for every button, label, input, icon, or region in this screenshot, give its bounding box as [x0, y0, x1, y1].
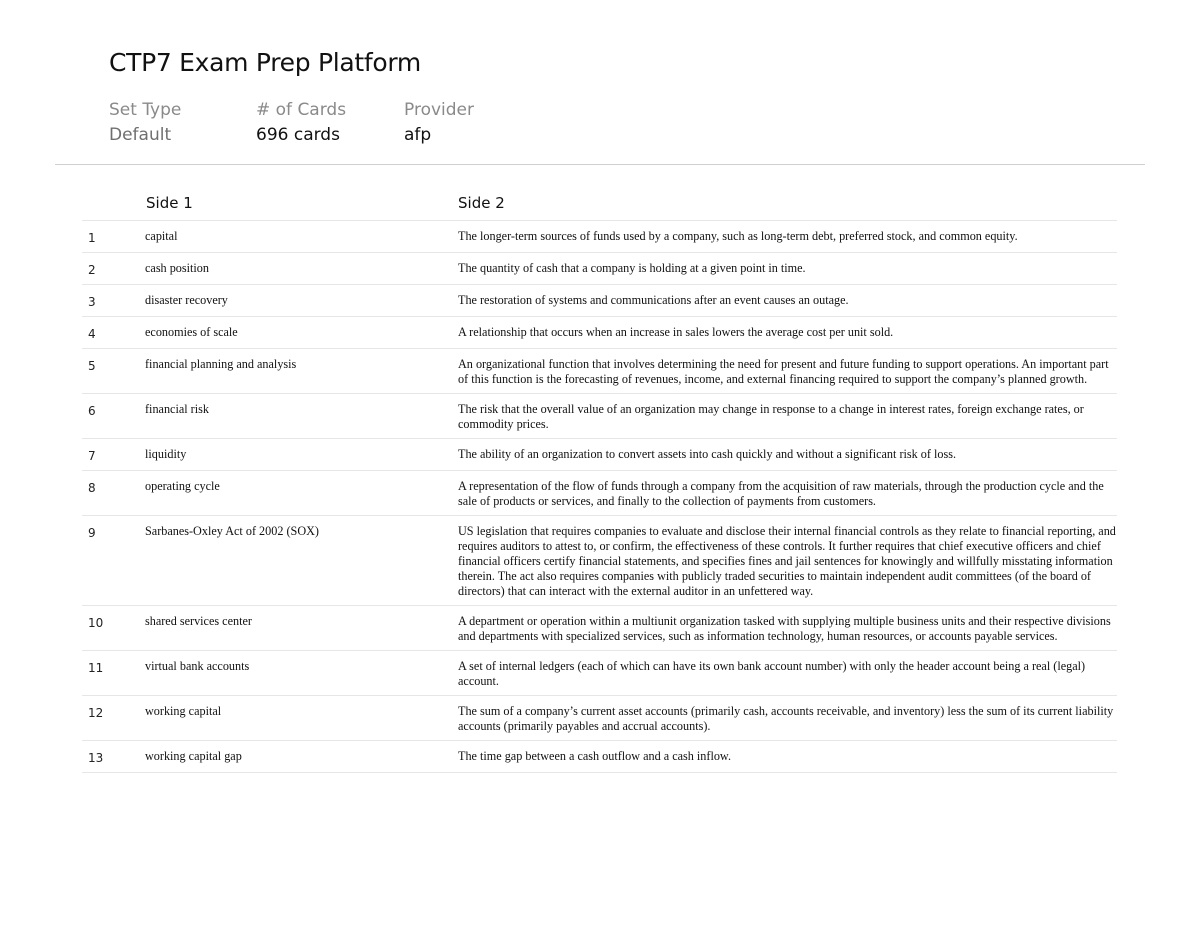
card-term: shared services center	[145, 606, 458, 651]
page-title	[109, 48, 421, 77]
table-row	[82, 221, 1117, 253]
table-row	[82, 439, 1117, 471]
row-number: 6	[82, 394, 145, 439]
card-definition: US legislation that requires companies to evaluate and disclose their internal financial controls as they relate to financial reporting, and requires auditors to attest to, or confirm, the effectiveness of these controls. It further requires that chief executive officers and chief financial officers certify financial statements, and specifies fines and jail sentences for knowingly and willfully misstating information therein. The act also requires companies with publicly traded securities to maintain independent audit committees (of the board of directors) that can interact with the external auditor in an unfettered way.	[458, 516, 1117, 606]
meta-label: Set Type	[109, 100, 182, 120]
col-header-side-1: Side 1	[146, 194, 193, 212]
table-row	[82, 696, 1117, 741]
card-term: financial planning and analysis	[145, 349, 458, 394]
table-row	[82, 606, 1117, 651]
card-definition: The restoration of systems and communications after an event causes an outage.	[458, 285, 1117, 317]
row-number: 1	[82, 221, 145, 253]
card-definition: An organizational function that involves determining the need for present and future funding to support operations. An important part of this function is the forecasting of revenues, income, and external financing required to support the company’s planned growth.	[458, 349, 1117, 394]
card-term: operating cycle	[145, 471, 458, 516]
card-term: capital	[145, 221, 458, 253]
meta-set-type	[109, 98, 181, 148]
title-prefix: CTP7	[109, 48, 172, 77]
title-rest: Exam Prep Platform	[179, 48, 421, 77]
row-number: 5	[82, 349, 145, 394]
row-number: 8	[82, 471, 145, 516]
card-definition: A set of internal ledgers (each of which can have its own bank account number) with only the header account being a real (legal) account.	[458, 651, 1117, 696]
table-row	[82, 349, 1117, 394]
card-definition: The risk that the overall value of an organization may change in response to a change in interest rates, foreign exchange rates, or commodity prices.	[458, 394, 1117, 439]
card-term: working capital gap	[145, 741, 458, 773]
meta-label: # of Cards	[256, 100, 347, 120]
card-definition: The time gap between a cash outflow and a cash inflow.	[458, 741, 1117, 773]
table-row	[82, 471, 1117, 516]
row-number: 11	[82, 651, 145, 696]
row-number: 4	[82, 317, 145, 349]
row-number: 7	[82, 439, 145, 471]
table-row	[82, 285, 1117, 317]
card-term: virtual bank accounts	[145, 651, 458, 696]
card-term: financial risk	[145, 394, 458, 439]
row-number: 3	[82, 285, 145, 317]
meta-card-count	[256, 98, 346, 148]
header-divider	[55, 164, 1145, 165]
card-term: Sarbanes-Oxley Act of 2002 (SOX)	[145, 516, 458, 606]
card-term: disaster recovery	[145, 285, 458, 317]
meta-provider	[404, 98, 474, 148]
card-definition: The sum of a company’s current asset accounts (primarily cash, accounts receivable, and inventory) less the sum of its current liability accounts (primarily payables and accrual accounts).	[458, 696, 1117, 741]
col-header-side-2: Side 2	[458, 194, 505, 212]
meta-label: Provider	[404, 100, 474, 120]
card-definition: A relationship that occurs when an increase in sales lowers the average cost per unit sold.	[458, 317, 1117, 349]
table-row	[82, 651, 1117, 696]
card-term: economies of scale	[145, 317, 458, 349]
card-term: liquidity	[145, 439, 458, 471]
card-definition: A department or operation within a multiunit organization tasked with supplying multiple business units and their respective divisions and departments with specialized services, such as information technology, human resources, or accounts payable services.	[458, 606, 1117, 651]
table-row	[82, 516, 1117, 606]
col-header-number	[82, 187, 145, 221]
table-row	[82, 741, 1117, 773]
row-number: 9	[82, 516, 145, 606]
table-row	[82, 394, 1117, 439]
meta-value: afp	[404, 125, 432, 145]
card-term: cash position	[145, 253, 458, 285]
flashcard-table	[82, 187, 1117, 773]
card-term: working capital	[145, 696, 458, 741]
meta-value: 696 cards	[256, 125, 340, 145]
card-definition: The ability of an organization to convert assets into cash quickly and without a significant risk of loss.	[458, 439, 1117, 471]
meta-value: Default	[109, 125, 172, 145]
table-row	[82, 253, 1117, 285]
card-definition: A representation of the flow of funds through a company from the acquisition of raw materials, through the production cycle and the sale of products or services, and finally to the collection of payments from customers.	[458, 471, 1117, 516]
card-definition: The longer-term sources of funds used by a company, such as long-term debt, preferred stock, and common equity.	[458, 221, 1117, 253]
card-definition: The quantity of cash that a company is holding at a given point in time.	[458, 253, 1117, 285]
row-number: 2	[82, 253, 145, 285]
row-number: 13	[82, 741, 145, 773]
table-row	[82, 317, 1117, 349]
table-header-row	[82, 187, 1117, 221]
row-number: 10	[82, 606, 145, 651]
row-number: 12	[82, 696, 145, 741]
